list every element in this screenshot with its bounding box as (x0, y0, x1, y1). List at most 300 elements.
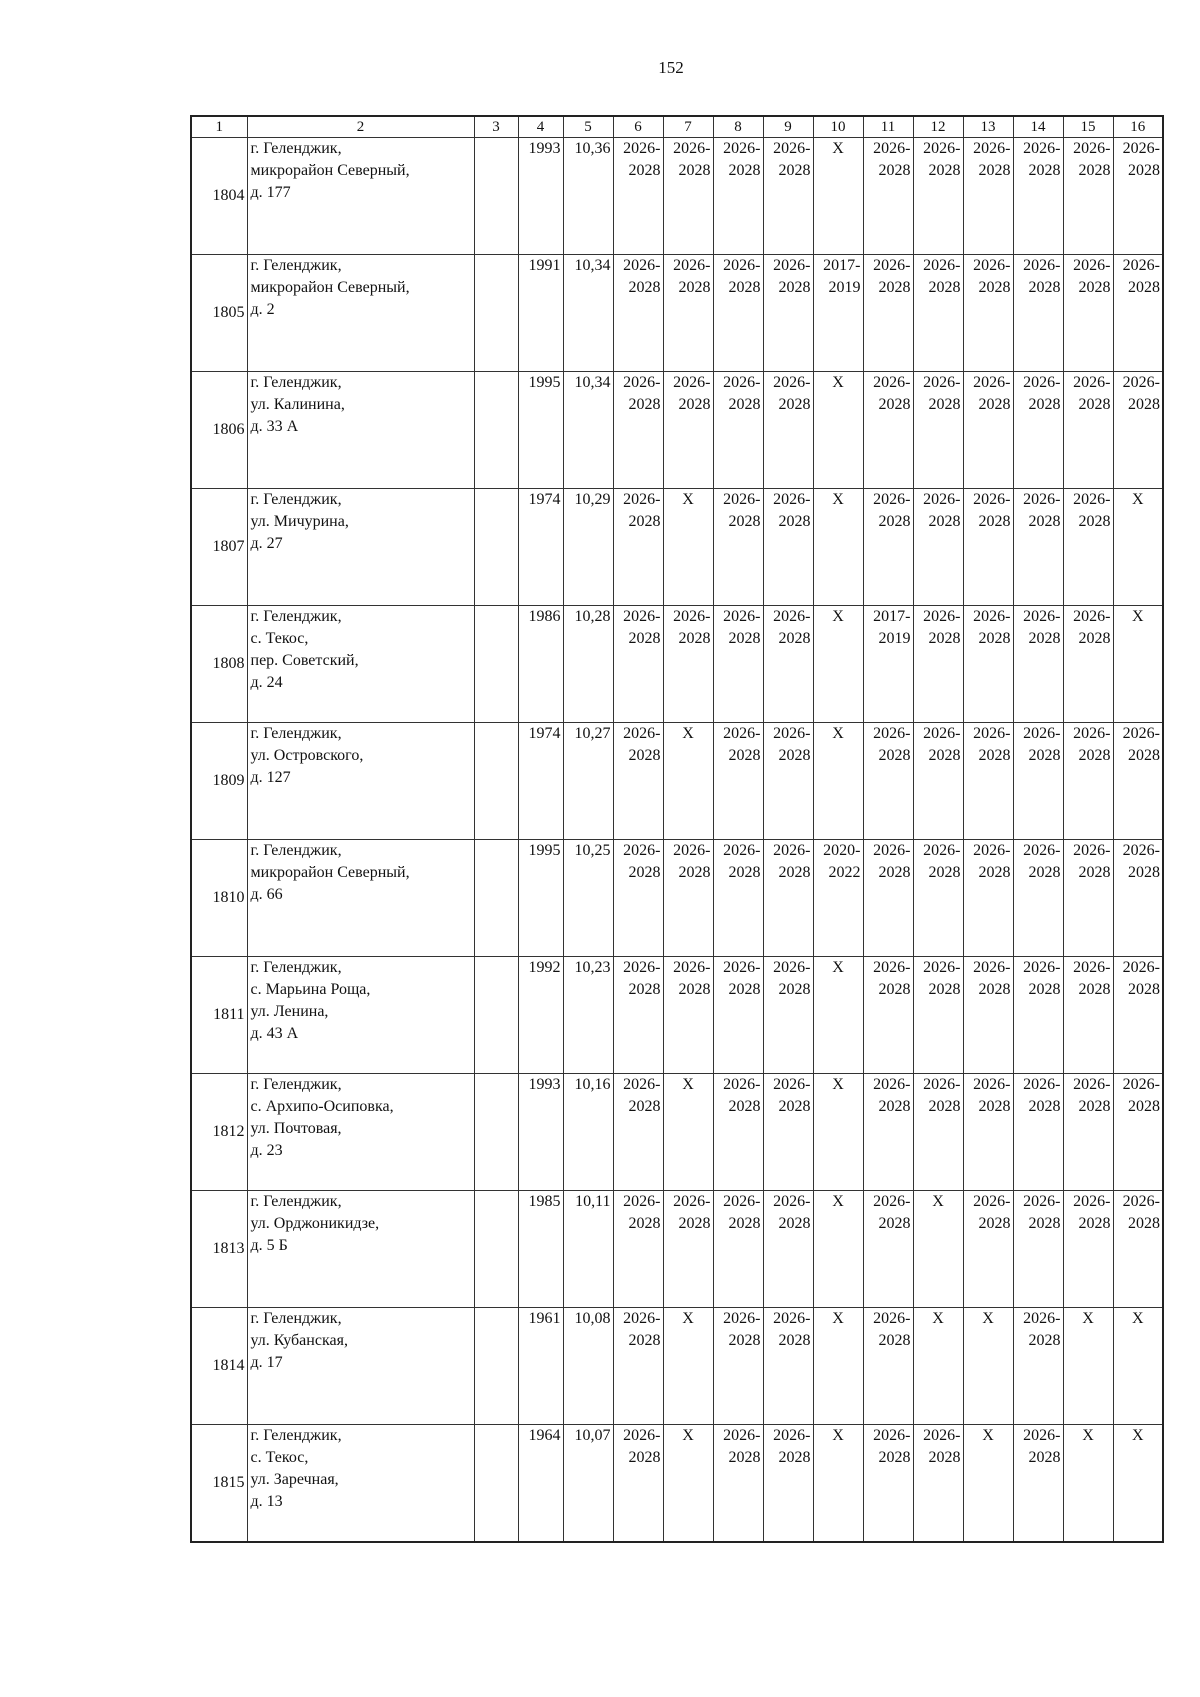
period-start: 2026- (723, 1427, 761, 1444)
address-cell (247, 372, 474, 489)
row-number: 1811 (191, 957, 247, 1074)
period-start: 2026- (673, 1193, 711, 1210)
period-start: 2026- (723, 140, 761, 157)
period-end: 2028 (1128, 162, 1160, 179)
period-cell: X (913, 1308, 963, 1425)
period-start: 2026- (673, 842, 711, 859)
period-end: 2028 (628, 1215, 661, 1232)
period-cell (763, 138, 813, 255)
period-cell: X (813, 489, 863, 606)
period-start: 2026- (873, 1427, 911, 1444)
period-start: 2026- (623, 374, 661, 391)
period-start: 2026- (1023, 491, 1061, 508)
address-line: д. 27 (250, 535, 283, 552)
row-number: 1807 (191, 489, 247, 606)
period-start: 2026- (1122, 725, 1160, 742)
period-end: 2028 (1078, 279, 1111, 296)
period-end: 2028 (978, 864, 1011, 881)
column-3-cell (474, 1074, 518, 1191)
period-start: 2026- (873, 257, 911, 274)
table-row (191, 138, 1163, 255)
address-line: г. Геленджик, (250, 608, 342, 625)
period-end: 2028 (778, 1332, 811, 1349)
period-cell (863, 840, 913, 957)
period-start: 2026- (973, 140, 1011, 157)
period-end: 2028 (678, 162, 711, 179)
period-cell (613, 489, 663, 606)
address-line: с. Текос, (250, 630, 309, 647)
period-start: 2026- (673, 257, 711, 274)
period-cell (613, 138, 663, 255)
period-end: 2019 (878, 630, 911, 647)
address-line: пер. Советский, (250, 652, 359, 669)
period-cell: X (813, 372, 863, 489)
period-cell (863, 723, 913, 840)
period-end: 2028 (878, 1215, 911, 1232)
period-start: 2026- (973, 725, 1011, 742)
period-start: 2026- (723, 374, 761, 391)
period-cell (613, 606, 663, 723)
period-end: 2028 (1078, 630, 1111, 647)
period-cell: X (1113, 1308, 1163, 1425)
period-start: 2026- (923, 959, 961, 976)
period-end: 2028 (1128, 279, 1160, 296)
period-start: 2026- (923, 1427, 961, 1444)
address-line: микрорайон Северный, (250, 162, 410, 179)
value-cell: 10,11 (563, 1191, 613, 1308)
period-end: 2028 (1028, 513, 1061, 530)
period-end: 2028 (778, 162, 811, 179)
address-line: ул. Островского, (250, 747, 364, 764)
period-end: 2028 (628, 981, 661, 998)
period-end: 2028 (878, 162, 911, 179)
period-end: 2028 (628, 864, 661, 881)
row-number: 1810 (191, 840, 247, 957)
address-line: д. 66 (250, 886, 283, 903)
period-end: 2028 (678, 396, 711, 413)
period-end: 2028 (1028, 1332, 1061, 1349)
period-end: 2028 (878, 981, 911, 998)
period-cell (1063, 255, 1113, 372)
column-3-cell (474, 606, 518, 723)
period-cell (763, 1425, 813, 1543)
period-start: 2026- (623, 608, 661, 625)
value-cell: 10,29 (563, 489, 613, 606)
period-start: 2026- (773, 1427, 811, 1444)
period-end: 2028 (878, 1332, 911, 1349)
period-cell (1013, 489, 1063, 606)
period-end: 2028 (928, 864, 961, 881)
period-cell (763, 1308, 813, 1425)
row-number: 1815 (191, 1425, 247, 1543)
period-end: 2028 (1028, 747, 1061, 764)
address-line: с. Марьина Роща, (250, 981, 371, 998)
period-start: 2026- (1073, 374, 1111, 391)
value-cell: 10,16 (563, 1074, 613, 1191)
period-end: 2028 (778, 1449, 811, 1466)
period-start: 2026- (673, 140, 711, 157)
period-start: 2026- (623, 725, 661, 742)
period-cell (1063, 606, 1113, 723)
period-start: 2026- (1122, 1193, 1160, 1210)
period-start: 2026- (973, 257, 1011, 274)
period-start: 2026- (673, 608, 711, 625)
period-end: 2028 (1028, 396, 1061, 413)
period-cell (1013, 1425, 1063, 1543)
value-cell: 10,25 (563, 840, 613, 957)
period-start: 2026- (1023, 257, 1061, 274)
address-line: г. Геленджик, (250, 842, 342, 859)
period-start: 2026- (973, 374, 1011, 391)
period-start: 2026- (623, 842, 661, 859)
column-header-7: 7 (663, 116, 713, 138)
period-cell (1013, 1074, 1063, 1191)
period-end: 2028 (728, 747, 761, 764)
period-start: 2026- (923, 374, 961, 391)
period-start: 2026- (773, 1193, 811, 1210)
period-cell (863, 1308, 913, 1425)
period-start: 2026- (1023, 608, 1061, 625)
year-cell: 1974 (518, 489, 563, 606)
period-cell (713, 489, 763, 606)
period-start: 2026- (723, 1076, 761, 1093)
period-cell: X (813, 1425, 863, 1543)
period-cell (913, 138, 963, 255)
period-start: 2026- (773, 842, 811, 859)
period-start: 2026- (1122, 257, 1160, 274)
period-cell (663, 606, 713, 723)
period-end: 2028 (978, 1098, 1011, 1115)
period-cell: X (813, 138, 863, 255)
period-cell (963, 372, 1013, 489)
period-start: 2026- (773, 959, 811, 976)
period-cell (613, 723, 663, 840)
period-start: 2026- (773, 608, 811, 625)
period-end: 2028 (878, 396, 911, 413)
period-end: 2028 (1028, 1449, 1061, 1466)
period-cell (1013, 606, 1063, 723)
row-number: 1814 (191, 1308, 247, 1425)
period-cell (1113, 1074, 1163, 1191)
column-3-cell (474, 840, 518, 957)
period-end: 2028 (1078, 747, 1111, 764)
period-cell (1113, 840, 1163, 957)
period-end: 2028 (1028, 162, 1061, 179)
period-cell (713, 606, 763, 723)
period-cell: X (963, 1308, 1013, 1425)
column-header-8: 8 (713, 116, 763, 138)
period-start: 2026- (873, 140, 911, 157)
period-cell: X (663, 1425, 713, 1543)
year-cell: 1986 (518, 606, 563, 723)
period-start: 2026- (623, 1193, 661, 1210)
period-cell (713, 723, 763, 840)
period-cell (1013, 723, 1063, 840)
period-end: 2028 (778, 630, 811, 647)
period-cell (963, 840, 1013, 957)
period-cell (763, 489, 813, 606)
period-end: 2028 (978, 630, 1011, 647)
period-end: 2028 (728, 864, 761, 881)
period-cell (613, 840, 663, 957)
period-start: 2026- (973, 491, 1011, 508)
period-cell (1013, 138, 1063, 255)
year-cell: 1993 (518, 138, 563, 255)
period-cell (913, 489, 963, 606)
period-cell: X (663, 723, 713, 840)
row-number: 1812 (191, 1074, 247, 1191)
period-cell (663, 957, 713, 1074)
period-start: 2026- (1073, 140, 1111, 157)
address-cell (247, 840, 474, 957)
column-header-9: 9 (763, 116, 813, 138)
year-cell: 1995 (518, 840, 563, 957)
address-line: д. 17 (250, 1354, 283, 1371)
period-start: 2026- (873, 959, 911, 976)
table-row (191, 1425, 1163, 1543)
period-start: 2026- (1073, 725, 1111, 742)
period-start: 2026- (1073, 1193, 1111, 1210)
year-cell: 1974 (518, 723, 563, 840)
period-end: 2028 (628, 513, 661, 530)
period-cell (613, 255, 663, 372)
period-cell (713, 138, 763, 255)
period-end: 2028 (678, 630, 711, 647)
period-start: 2026- (973, 959, 1011, 976)
row-number: 1804 (191, 138, 247, 255)
period-start: 2026- (923, 257, 961, 274)
period-cell (763, 1191, 813, 1308)
period-start: 2026- (923, 491, 961, 508)
period-end: 2028 (1128, 396, 1160, 413)
period-start: 2026- (1073, 1076, 1111, 1093)
address-line: д. 2 (250, 301, 275, 318)
address-cell (247, 1074, 474, 1191)
period-cell (613, 372, 663, 489)
table-row (191, 1191, 1163, 1308)
column-3-cell (474, 723, 518, 840)
period-start: 2026- (923, 842, 961, 859)
column-header-2: 2 (247, 116, 474, 138)
period-cell: X (1113, 1425, 1163, 1543)
period-start: 2026- (873, 491, 911, 508)
period-end: 2028 (1028, 279, 1061, 296)
period-cell (1063, 372, 1113, 489)
period-end: 2028 (678, 864, 711, 881)
period-cell: X (1063, 1308, 1113, 1425)
period-end: 2028 (928, 279, 961, 296)
period-start: 2026- (1023, 1310, 1061, 1327)
table-row (191, 723, 1163, 840)
row-number: 1813 (191, 1191, 247, 1308)
period-end: 2028 (678, 279, 711, 296)
period-end: 2028 (778, 1098, 811, 1115)
period-end: 2028 (628, 1449, 661, 1466)
address-line: г. Геленджик, (250, 725, 342, 742)
address-cell (247, 1425, 474, 1543)
period-start: 2026- (1023, 140, 1061, 157)
period-cell (713, 372, 763, 489)
table-row (191, 957, 1163, 1074)
period-cell: X (1063, 1425, 1113, 1543)
period-end: 2028 (1028, 1098, 1061, 1115)
period-end: 2028 (628, 630, 661, 647)
address-line: ул. Заречная, (250, 1471, 339, 1488)
period-end: 2028 (778, 747, 811, 764)
address-line: микрорайон Северный, (250, 279, 410, 296)
period-start: 2026- (673, 374, 711, 391)
period-end: 2028 (1128, 981, 1160, 998)
period-start: 2026- (973, 1193, 1011, 1210)
address-line: г. Геленджик, (250, 1076, 342, 1093)
period-end: 2028 (878, 1098, 911, 1115)
period-end: 2028 (1128, 747, 1160, 764)
period-cell (613, 1308, 663, 1425)
address-line: ул. Почтовая, (250, 1120, 342, 1137)
period-end: 2028 (778, 864, 811, 881)
period-start: 2026- (873, 842, 911, 859)
period-cell (613, 1191, 663, 1308)
period-cell (963, 723, 1013, 840)
period-start: 2026- (1023, 1076, 1061, 1093)
table-row (191, 255, 1163, 372)
address-line: д. 5 Б (250, 1237, 288, 1254)
header-row (191, 116, 1163, 138)
address-line: д. 43 А (250, 1025, 299, 1042)
column-header-12: 12 (913, 116, 963, 138)
period-cell (863, 1191, 913, 1308)
period-end: 2028 (628, 747, 661, 764)
period-cell (1063, 1074, 1113, 1191)
period-start: 2026- (623, 1076, 661, 1093)
period-start: 2026- (1023, 1193, 1061, 1210)
period-cell (613, 1074, 663, 1191)
period-start: 2026- (873, 1310, 911, 1327)
column-3-cell (474, 1308, 518, 1425)
period-cell (863, 489, 913, 606)
period-start: 2026- (1023, 959, 1061, 976)
period-start: 2026- (623, 1310, 661, 1327)
period-end: 2028 (728, 981, 761, 998)
period-cell (713, 255, 763, 372)
address-line: микрорайон Северный, (250, 864, 410, 881)
period-cell: X (813, 957, 863, 1074)
period-cell (1013, 255, 1063, 372)
period-cell (1113, 1191, 1163, 1308)
period-end: 2028 (678, 1215, 711, 1232)
period-end: 2028 (928, 1098, 961, 1115)
year-cell: 1993 (518, 1074, 563, 1191)
period-cell (663, 840, 713, 957)
period-start: 2026- (623, 1427, 661, 1444)
period-end: 2028 (778, 981, 811, 998)
period-end: 2028 (878, 864, 911, 881)
period-cell (1113, 372, 1163, 489)
period-cell: X (1113, 489, 1163, 606)
address-line: д. 24 (250, 674, 283, 691)
period-end: 2028 (978, 396, 1011, 413)
address-cell (247, 489, 474, 606)
value-cell: 10,08 (563, 1308, 613, 1425)
value-cell: 10,34 (563, 255, 613, 372)
period-cell (763, 255, 813, 372)
period-start: 2017- (823, 257, 861, 274)
period-end: 2028 (878, 1449, 911, 1466)
period-start: 2026- (873, 374, 911, 391)
year-cell: 1991 (518, 255, 563, 372)
period-end: 2028 (1078, 162, 1111, 179)
column-3-cell (474, 1425, 518, 1543)
period-end: 2028 (928, 981, 961, 998)
period-start: 2026- (1122, 1076, 1160, 1093)
period-end: 2028 (928, 513, 961, 530)
address-line: с. Текос, (250, 1449, 309, 1466)
period-end: 2028 (1128, 1098, 1160, 1115)
period-cell (1013, 957, 1063, 1074)
period-cell: X (1113, 606, 1163, 723)
row-number: 1808 (191, 606, 247, 723)
period-cell: X (663, 1308, 713, 1425)
period-start: 2026- (623, 959, 661, 976)
period-start: 2026- (773, 374, 811, 391)
period-end: 2028 (928, 162, 961, 179)
period-cell (1063, 840, 1113, 957)
period-start: 2026- (773, 140, 811, 157)
period-cell (713, 957, 763, 1074)
period-start: 2026- (1122, 959, 1160, 976)
period-start: 2026- (623, 140, 661, 157)
column-3-cell (474, 489, 518, 606)
period-start: 2026- (973, 1076, 1011, 1093)
period-end: 2028 (1128, 1215, 1160, 1232)
period-end: 2028 (628, 1098, 661, 1115)
period-cell (863, 138, 913, 255)
period-cell (713, 1308, 763, 1425)
period-start: 2026- (1073, 491, 1111, 508)
period-cell (963, 138, 1013, 255)
period-cell (963, 1191, 1013, 1308)
period-start: 2026- (1073, 257, 1111, 274)
period-start: 2026- (773, 1310, 811, 1327)
period-end: 2028 (628, 279, 661, 296)
period-end: 2028 (978, 162, 1011, 179)
period-end: 2028 (728, 1449, 761, 1466)
address-line: ул. Калинина, (250, 396, 345, 413)
address-line: г. Геленджик, (250, 1310, 342, 1327)
period-cell (913, 372, 963, 489)
table-row (191, 606, 1163, 723)
period-end: 2028 (728, 1098, 761, 1115)
period-cell (1013, 840, 1063, 957)
year-cell: 1995 (518, 372, 563, 489)
period-end: 2028 (878, 279, 911, 296)
period-end: 2028 (728, 396, 761, 413)
period-end: 2028 (628, 1332, 661, 1349)
period-end: 2028 (1078, 1098, 1111, 1115)
period-end: 2028 (978, 981, 1011, 998)
address-line: г. Геленджик, (250, 257, 342, 274)
period-start: 2026- (1073, 842, 1111, 859)
period-cell (663, 372, 713, 489)
period-start: 2026- (673, 959, 711, 976)
period-start: 2026- (973, 842, 1011, 859)
period-start: 2026- (1122, 374, 1160, 391)
period-end: 2028 (978, 513, 1011, 530)
period-end: 2028 (928, 630, 961, 647)
period-end: 2028 (728, 513, 761, 530)
period-end: 2019 (828, 279, 861, 296)
period-cell (1113, 723, 1163, 840)
